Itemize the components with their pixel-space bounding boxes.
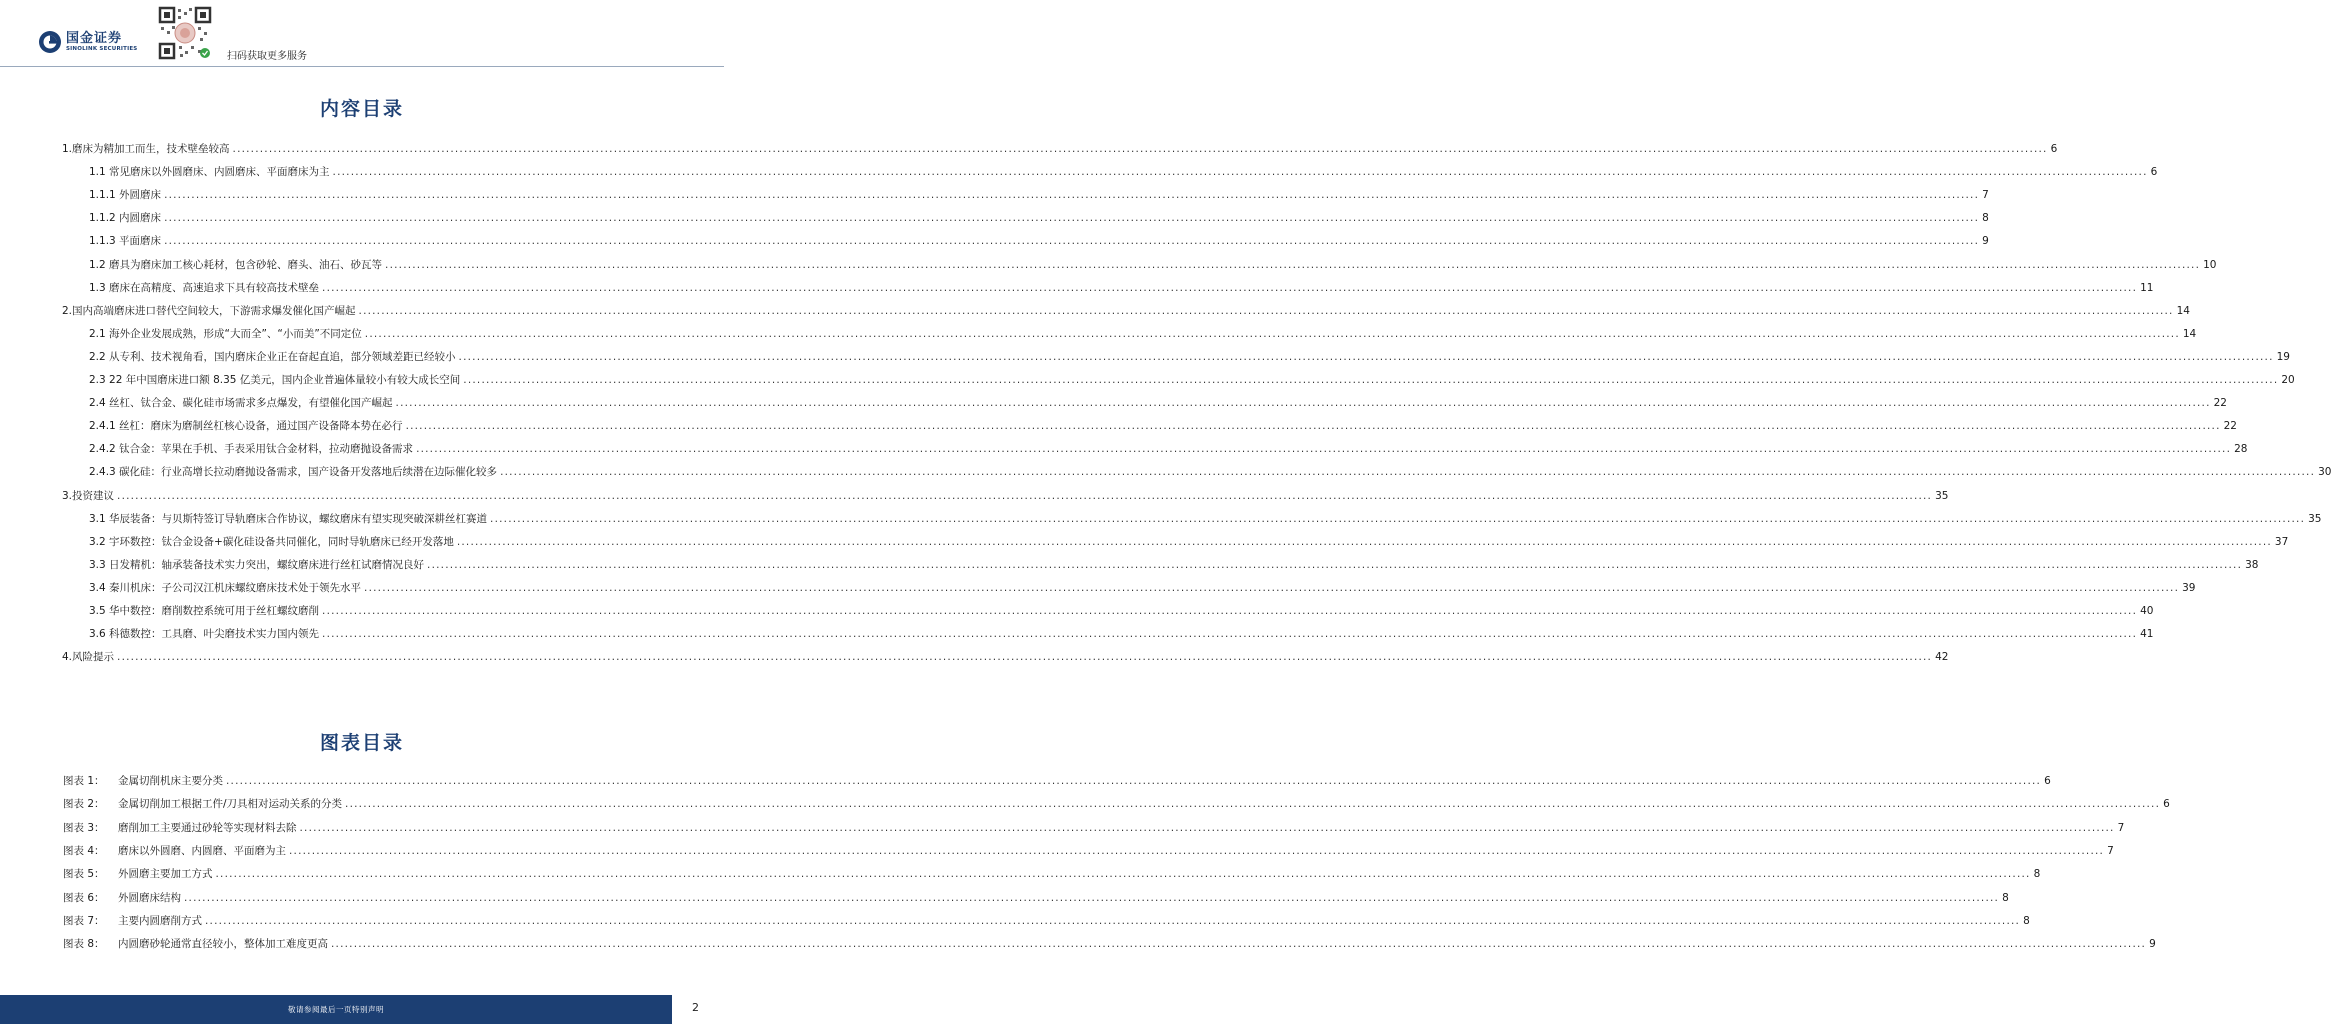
toc-item[interactable] xyxy=(89,395,2227,411)
toc-item-title: 4.风险提示 xyxy=(62,651,115,664)
page-header xyxy=(0,0,724,66)
figure-leader-dots: ................................................................................................................................................................................................................................................................................................................................................................................................................ xyxy=(205,914,2021,927)
toc-leader-dots: ................................................................................................................................................................................................................................................................................................................................................................................................................ xyxy=(427,558,2243,571)
toc-item-title: 3.3 日发精机：轴承装备技术实力突出，螺纹磨床进行丝杠试磨情况良好 xyxy=(89,558,425,571)
figure-item[interactable] xyxy=(63,796,2170,812)
toc-leader-dots: ................................................................................................................................................................................................................................................................................................................................................................................................................ xyxy=(463,374,2279,386)
figure-leader-dots: ................................................................................................................................................................................................................................................................................................................................................................................................................ xyxy=(289,844,2105,857)
figure-item-page: 7 xyxy=(2117,821,2125,834)
figure-leader-dots: ................................................................................................................................................................................................................................................................................................................................................................................................................ xyxy=(299,821,2115,834)
toc-item-title: 3.4 秦川机床：子公司汉江机床螺纹磨床技术处于领先水平 xyxy=(89,581,362,594)
toc-item-title: 2.国内高端磨床进口替代空间较大，下游需求爆发催化国产崛起 xyxy=(62,304,356,317)
toc-item-title: 1.1.3 平面磨床 xyxy=(89,235,162,248)
figure-item-page: 8 xyxy=(2002,891,2009,904)
toc-leader-dots: ................................................................................................................................................................................................................................................................................................................................................................................................................ xyxy=(117,489,1933,502)
toc-item-page: 28 xyxy=(2234,443,2248,456)
toc-item[interactable] xyxy=(89,557,2259,573)
figure-item[interactable] xyxy=(63,913,2030,929)
sinolink-logo-icon xyxy=(38,30,62,54)
figure-item-title: 金属切削机床主要分类 xyxy=(118,775,223,787)
logo-english-name: SINOLINK SECURITIES xyxy=(66,45,138,52)
toc-item-title: 2.4.1 丝杠：磨床为磨制丝杠核心设备，通过国产设备降本势在必行 xyxy=(89,420,403,433)
toc-item[interactable] xyxy=(89,349,2290,365)
toc-item[interactable] xyxy=(89,580,2196,596)
toc-leader-dots: ................................................................................................................................................................................................................................................................................................................................................................................................................ xyxy=(500,466,2316,479)
toc-item-page: 9 xyxy=(1982,235,1989,248)
toc-item[interactable] xyxy=(89,534,2289,550)
toc-item-title: 1.1 常见磨床以外圆磨床、内圆磨床、平面磨床为主 xyxy=(89,166,330,179)
toc-item-title: 2.4 丝杠、钛合金、碳化硅市场需求多点爆发，有望催化国产崛起 xyxy=(89,397,393,410)
toc-leader-dots: ................................................................................................................................................................................................................................................................................................................................................................................................................ xyxy=(322,605,2138,617)
toc-item-page: 10 xyxy=(2203,258,2217,271)
toc-item-page: 6 xyxy=(2050,143,2058,155)
toc-item-title: 3.6 科德数控：工具磨、叶尖磨技术实力国内领先 xyxy=(89,628,320,641)
footer-disclaimer: 敬请参阅最后一页特别声明 xyxy=(0,995,672,1024)
toc-leader-dots: ................................................................................................................................................................................................................................................................................................................................................................................................................ xyxy=(456,535,2272,548)
toc-item[interactable] xyxy=(89,210,1989,226)
figure-item-label: 图表 4： xyxy=(63,844,105,857)
figure-item-label: 图表 7： xyxy=(63,914,105,927)
company-logo xyxy=(38,30,137,54)
toc-item[interactable] xyxy=(62,141,2058,157)
toc-item-page: 14 xyxy=(2182,327,2197,340)
toc-item-page: 41 xyxy=(2140,628,2154,641)
toc-item-title: 2.4.2 钛合金：苹果在手机、手表采用钛合金材料，拉动磨抛设备需求 xyxy=(89,443,414,456)
figure-item-page: 9 xyxy=(2149,938,2156,951)
figure-item[interactable] xyxy=(63,773,2051,789)
toc-item-page: 6 xyxy=(2150,166,2158,179)
toc-item[interactable] xyxy=(62,303,2190,319)
figure-item-label: 图表 1： xyxy=(63,775,105,787)
toc-leader-dots: ................................................................................................................................................................................................................................................................................................................................................................................................................ xyxy=(358,304,2174,317)
figure-item-title: 金属切削加工根据工件/刀具相对运动关系的分类 xyxy=(118,798,343,811)
toc-item-title: 1.1.1 外圆磨床 xyxy=(89,189,162,202)
figure-item-title: 外圆磨床结构 xyxy=(118,891,181,904)
toc-item-title: 2.1 海外企业发展成熟，形成“大而全”、“小而美”不同定位 xyxy=(89,327,362,340)
toc-item-page: 7 xyxy=(1982,189,1989,202)
toc-item-page: 11 xyxy=(2140,281,2154,294)
toc-item-page: 19 xyxy=(2276,350,2290,363)
toc-item[interactable] xyxy=(89,326,2197,342)
toc-item[interactable] xyxy=(89,233,1989,249)
toc-leader-dots: ................................................................................................................................................................................................................................................................................................................................................................................................................ xyxy=(385,258,2201,271)
toc-item[interactable] xyxy=(62,649,1949,665)
toc-item-title: 2.4.3 碳化硅：行业高增长拉动磨抛设备需求，国产设备开发落地后续潜在边际催化较多 xyxy=(89,466,498,479)
figure-list-title: 图表目录 xyxy=(319,732,404,754)
toc-leader-dots: ................................................................................................................................................................................................................................................................................................................................................................................................................ xyxy=(322,628,2138,641)
toc-leader-dots: ................................................................................................................................................................................................................................................................................................................................................................................................................ xyxy=(364,581,2180,594)
toc-item-title: 3.2 宇环数控：钛合金设备+碳化硅设备共同催化，同时导轨磨床已经开发落地 xyxy=(89,535,454,548)
toc-leader-dots: ................................................................................................................................................................................................................................................................................................................................................................................................................ xyxy=(395,397,2211,410)
toc-item[interactable] xyxy=(62,488,1949,504)
logo-chinese-name: 国金证券 xyxy=(66,30,123,46)
toc-item[interactable] xyxy=(89,187,1989,203)
toc-item-page: 37 xyxy=(2274,535,2289,548)
figure-leader-dots: ................................................................................................................................................................................................................................................................................................................................................................................................................ xyxy=(331,938,2147,951)
figure-item-label: 图表 6： xyxy=(63,891,105,904)
toc-item-page: 42 xyxy=(1935,651,1949,664)
toc-leader-dots: ................................................................................................................................................................................................................................................................................................................................................................................................................ xyxy=(117,651,1933,664)
figure-item[interactable] xyxy=(63,936,2156,952)
toc-item-title: 2.3 22 年中国磨床进口额 8.35 亿美元，国内企业普遍体量较小有较大成长空间 xyxy=(89,374,461,386)
toc-item-title: 1.3 磨床在高精度、高速追求下具有较高技术壁垒 xyxy=(89,281,320,294)
figure-item-label: 图表 3： xyxy=(63,821,105,834)
figure-leader-dots: ................................................................................................................................................................................................................................................................................................................................................................................................................ xyxy=(345,798,2161,811)
toc-item-page: 14 xyxy=(2176,304,2190,317)
toc-item-page: 38 xyxy=(2245,558,2259,571)
figure-item-title: 主要内圆磨削方式 xyxy=(118,914,202,927)
toc-item-page: 35 xyxy=(1935,489,1949,502)
toc-item-title: 1.磨床为精加工而生，技术壁垒较高 xyxy=(62,143,230,155)
toc-leader-dots: ................................................................................................................................................................................................................................................................................................................................................................................................................ xyxy=(164,212,1980,225)
toc-leader-dots: ................................................................................................................................................................................................................................................................................................................................................................................................................ xyxy=(458,350,2274,363)
toc-item-title: 3.5 华中数控：磨削数控系统可用于丝杠螺纹磨削 xyxy=(89,605,320,617)
qr-caption: 扫码获取更多服务 xyxy=(227,51,307,62)
toc-leader-dots: ................................................................................................................................................................................................................................................................................................................................................................................................................ xyxy=(405,420,2221,433)
toc-item[interactable] xyxy=(89,280,2154,296)
toc-leader-dots: ................................................................................................................................................................................................................................................................................................................................................................................................................ xyxy=(232,143,2048,155)
toc-item-page: 30 xyxy=(2318,466,2332,479)
toc-item[interactable] xyxy=(89,164,2158,180)
toc-leader-dots: ................................................................................................................................................................................................................................................................................................................................................................................................................ xyxy=(164,189,1980,202)
figure-item[interactable] xyxy=(63,843,2114,859)
figure-leader-dots: ................................................................................................................................................................................................................................................................................................................................................................................................................ xyxy=(226,775,2042,787)
figure-item[interactable] xyxy=(63,866,2041,882)
toc-item-page: 39 xyxy=(2182,581,2196,594)
figure-item-label: 图表 2： xyxy=(63,798,105,811)
figure-item-title: 磨床以外圆磨、内圆磨、平面磨为主 xyxy=(118,844,286,857)
toc-item[interactable] xyxy=(89,511,2322,527)
figure-item-title: 内圆磨砂轮通常直径较小，整体加工难度更高 xyxy=(118,938,328,951)
toc-item-page: 40 xyxy=(2140,605,2154,617)
header-divider xyxy=(0,66,724,67)
toc-leader-dots: ................................................................................................................................................................................................................................................................................................................................................................................................................ xyxy=(164,235,1980,248)
toc-item-page: 35 xyxy=(2308,512,2322,525)
toc-item-title: 3.投资建议 xyxy=(62,489,115,502)
toc-leader-dots: ................................................................................................................................................................................................................................................................................................................................................................................................................ xyxy=(364,327,2180,340)
toc-item[interactable] xyxy=(89,418,2237,434)
figure-item-page: 6 xyxy=(2044,775,2051,787)
figure-item-page: 6 xyxy=(2163,798,2170,811)
page-number: 2 xyxy=(692,1001,699,1014)
figure-item-title: 磨削加工主要通过砂轮等实现材料去除 xyxy=(118,821,297,834)
toc-item[interactable] xyxy=(89,257,2217,273)
figure-item-page: 8 xyxy=(2023,914,2030,927)
toc-item[interactable] xyxy=(89,372,2295,388)
toc-item-page: 22 xyxy=(2223,420,2237,433)
toc-item-title: 1.1.2 内圆磨床 xyxy=(89,212,162,225)
toc-item[interactable] xyxy=(89,626,2154,642)
toc-item-title: 2.2 从专利、技术视角看，国内磨床企业正在奋起直追，部分领域差距已经较小 xyxy=(89,350,456,363)
figure-item-page: 8 xyxy=(2033,868,2041,881)
qr-code-icon[interactable] xyxy=(158,6,212,60)
toc-item[interactable] xyxy=(89,464,2332,480)
toc-item[interactable] xyxy=(89,603,2154,619)
figure-item-label: 图表 5： xyxy=(63,868,105,881)
toc-item-title: 1.2 磨具为磨床加工核心耗材，包含砂轮、磨头、油石、砂瓦等 xyxy=(89,258,383,271)
figure-item-title: 外圆磨主要加工方式 xyxy=(118,868,213,881)
figure-leader-dots: ................................................................................................................................................................................................................................................................................................................................................................................................................ xyxy=(184,891,2000,904)
toc-title: 内容目录 xyxy=(319,98,404,120)
figure-item-label: 图表 8： xyxy=(63,938,105,951)
toc-item-title: 3.1 华辰装备：与贝斯特签订导轨磨床合作协议，螺纹磨床有望实现突破深耕丝杠赛道 xyxy=(89,512,488,525)
toc-item[interactable] xyxy=(89,441,2248,457)
figure-item-page: 7 xyxy=(2107,844,2114,857)
toc-leader-dots: ................................................................................................................................................................................................................................................................................................................................................................................................................ xyxy=(490,512,2306,525)
toc-leader-dots: ................................................................................................................................................................................................................................................................................................................................................................................................................ xyxy=(322,281,2138,294)
toc-leader-dots: ................................................................................................................................................................................................................................................................................................................................................................................................................ xyxy=(332,166,2148,179)
toc-item-page: 20 xyxy=(2281,374,2295,386)
toc-item-page: 8 xyxy=(1982,212,1989,225)
toc-leader-dots: ................................................................................................................................................................................................................................................................................................................................................................................................................ xyxy=(416,443,2232,456)
figure-item[interactable] xyxy=(63,820,2125,836)
figure-item[interactable] xyxy=(63,890,2009,906)
figure-leader-dots: ................................................................................................................................................................................................................................................................................................................................................................................................................ xyxy=(215,868,2031,881)
toc-item-page: 22 xyxy=(2213,397,2227,410)
